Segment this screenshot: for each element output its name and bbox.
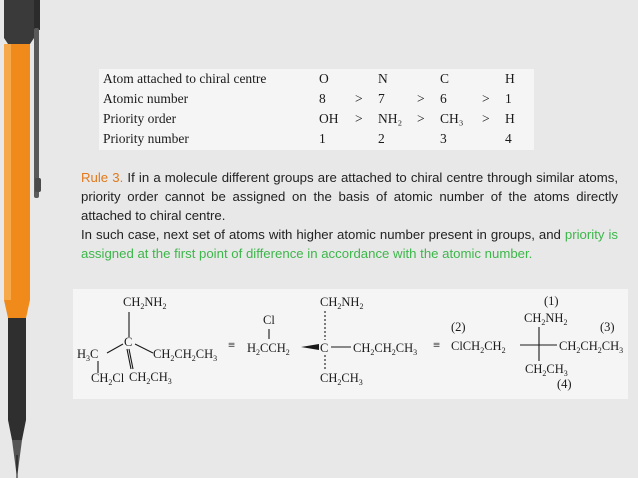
priority-table	[99, 69, 534, 149]
cell-symbol	[355, 69, 378, 89]
table-row	[99, 129, 534, 149]
svg-text:CH2NH2: $CH_2NH_2$	[320, 295, 364, 311]
svg-text:(1): (1)	[544, 294, 559, 308]
cell-symbol	[355, 129, 378, 149]
row-label: Atomic number	[103, 91, 189, 106]
cell-value: 1	[505, 91, 512, 106]
table-row	[99, 69, 534, 89]
cell-value: C	[440, 71, 450, 86]
cell-value: N	[378, 71, 388, 86]
equivalent-sign: ≡	[433, 338, 441, 352]
cell-value: CH₃	[440, 111, 464, 126]
rule-statement	[81, 168, 618, 225]
cell-value: 4	[505, 131, 512, 146]
svg-text:H3C: $H_3C$	[77, 347, 99, 363]
svg-text:ClCH2CH2: $ClCH_2CH_2$	[451, 339, 506, 355]
structure-1	[77, 295, 217, 387]
svg-text:(2): (2)	[451, 320, 466, 334]
svg-text:CH2NH2: $CH_2NH_2$	[524, 311, 568, 327]
cell-symbol	[482, 69, 505, 89]
rule-explanation	[81, 225, 618, 263]
svg-text:CH2CH2CH3: $CH_2CH_2CH_3$	[559, 339, 624, 355]
cell-value: 7	[378, 91, 385, 106]
svg-text:H2CCH2: $H_2CCH_2$	[247, 341, 290, 357]
svg-text:CH2CH3: $CH_2CH_3$	[129, 370, 172, 386]
svg-text:CH2CH3: $CH_2CH_3$	[320, 371, 363, 387]
rule-title: Rule 3.	[81, 170, 124, 185]
cell-symbol: >	[482, 111, 490, 126]
cell-symbol: >	[355, 91, 363, 106]
table-row	[99, 89, 534, 109]
structure-3	[451, 294, 623, 391]
cell-value: OH	[319, 111, 339, 126]
equivalent-sign: ≡	[228, 338, 236, 352]
row-label: Priority number	[103, 131, 189, 146]
row-label: Priority order	[103, 111, 177, 126]
cell-value: 6	[440, 91, 447, 106]
cell-symbol: >	[417, 111, 425, 126]
cell-value: 1	[319, 131, 326, 146]
rule-highlight: priority is assigned at the first point of difference in accordance with the atomic number.	[81, 227, 618, 261]
cell-value: 8	[319, 91, 326, 106]
svg-text:CH2CH2CH3: $CH_2CH_2CH_3$	[353, 341, 418, 357]
rule-paragraph	[81, 168, 618, 263]
svg-text:C: C	[124, 335, 133, 349]
cell-value: O	[319, 71, 329, 86]
svg-text:CH2Cl: $CH_2Cl$	[91, 371, 125, 387]
svg-text:CH2CH3: $CH_2CH_3$	[525, 362, 568, 378]
cell-value: H	[505, 111, 515, 126]
cell-symbol: >	[482, 91, 490, 106]
table-row	[99, 109, 534, 129]
rule-text: If in a molecule different groups are attached to chiral centre through similar atoms, priority order cannot be assigned on the basis of atomic number of the atoms directly attached to chiral centre.	[81, 170, 618, 223]
cell-value: H	[505, 71, 515, 86]
cell-value: 2	[378, 131, 385, 146]
cell-symbol	[482, 129, 505, 149]
svg-text:CH2NH2: $CH_2NH_2$	[123, 295, 167, 311]
cell-symbol: >	[355, 111, 363, 126]
structure-diagram-panel	[73, 289, 628, 399]
svg-text:(4): (4)	[557, 377, 572, 391]
pen-illustration	[0, 0, 60, 478]
svg-text:C: C	[320, 341, 329, 355]
svg-text:CH2CH2CH3: $CH_2CH_2CH_3$	[153, 347, 218, 363]
svg-text:(3): (3)	[600, 320, 615, 334]
cell-symbol: >	[417, 91, 425, 106]
row-label: Atom attached to chiral centre	[103, 71, 267, 86]
rule-text-2: In such case, next set of atoms with higher atomic number present in groups, and	[81, 227, 565, 242]
cell-value: NH₂	[378, 111, 403, 126]
cell-symbol	[417, 129, 440, 149]
priority-table-panel	[99, 69, 534, 150]
structure-2	[247, 295, 417, 387]
svg-text:Cl: Cl	[263, 313, 275, 327]
cell-symbol	[417, 69, 440, 89]
cell-value: 3	[440, 131, 447, 146]
structure-diagram	[73, 289, 628, 399]
